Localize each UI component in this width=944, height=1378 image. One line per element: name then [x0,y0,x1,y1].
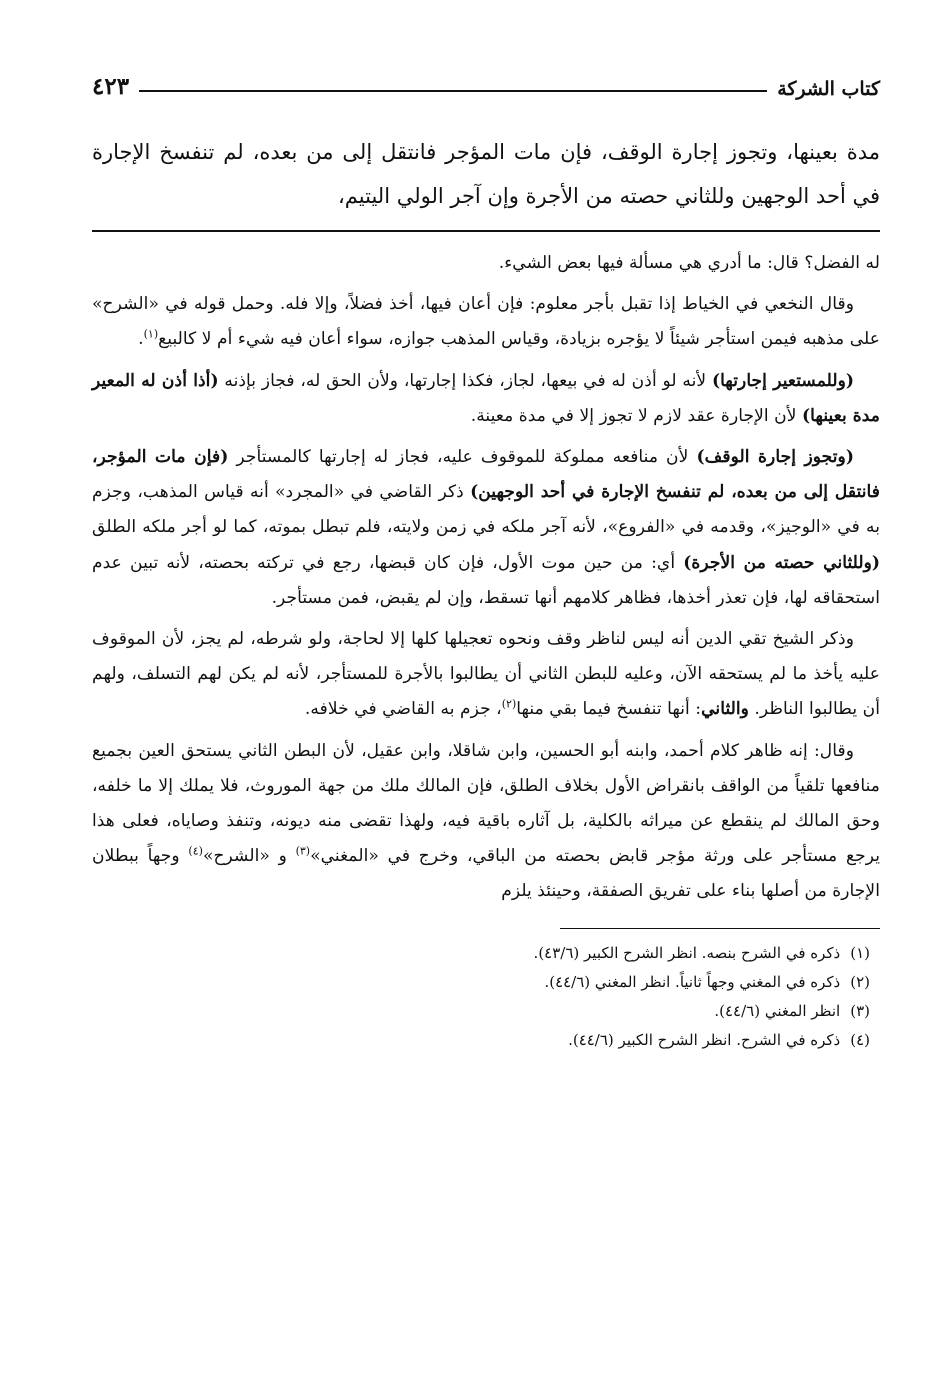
footnote-text: انظر المغني (٤٤/٦). [714,1001,841,1020]
quoted-matn: والثاني [701,699,749,720]
footnote-item [92,1026,880,1055]
page-number: ٤٢٣ [92,73,130,100]
footnote-text: ذكره في الشرح. انظر الشرح الكبير (٤٤/٦). [568,1030,841,1049]
quoted-matn: (وللمستعير إجارتها) [711,370,855,391]
footnote-divider [560,928,880,929]
commentary [92,246,880,910]
footnote-text: ذكره في الشرح بنصه. انظر الشرح الكبير (٤٣/٦). [533,943,841,962]
commentary-paragraph: وقال النخعي في الخياط إذا تقبل بأجر معلوم: فإن أعان فيها، أخذ فضلاً، وإلا فله. وحمل قوله في «الشرح» على مذهبه فيمن استأجر شيئاً لا يؤجره بزيادة، وقياس المذهب جوازه، سواء أعان فيه شيء أم لا كالبيع$^{(١)}$. [92,294,880,350]
matn-divider [92,230,880,232]
footnote-item [92,968,880,997]
book-page [92,60,880,1055]
quoted-matn: (وللثاني حصته من الأجرة) [683,552,881,573]
commentary-paragraph: (وللمستعير إجارتها) لأنه لو أذن له في بيعها، لجاز، فكذا إجارتها، ولأن الحق له، فجاز بإذنه (أذا أذن له المعير مدة بعينها) لأن الإجارة عقد لازم لا تجوز إلا في مدة معينة. [92,370,880,426]
footnote-number: (٢) [850,972,870,991]
matn-text: مدة بعينها، وتجوز إجارة الوقف، فإن مات المؤجر فانتقل إلى من بعده، لم تنفسخ الإجارة في أحد الوجهين وللثاني حصته من الأجرة وإن آجر الولي اليتيم، [92,140,880,208]
footnote-ref[interactable]: (١) [143,327,159,341]
commentary-paragraph: وذكر الشيخ تقي الدين أنه ليس لناظر وقف ونحوه تعجيلها كلها إلا لحاجة، ولو شرطه، لم يجز، لأن الموقوف عليه يأخذ ما لم يستحقه الآن، وعليه للبطن الثاني أن يطالبوا بالأجرة للمستأجر، لأنه لم يكن لهم التسلف، ولهم أن يطالبوا الناظر. والثاني: أنها تنفسخ فيما بقي منها$^{(٢)}$، جزم به القاضي في خلافه. [92,629,880,720]
footnote-ref[interactable]: (٢) [501,697,517,711]
commentary-paragraph: وقال: إنه ظاهر كلام أحمد، وابنه أبو الحسين، وابن شاقلا، وابن عقيل، لأن البطن الثاني يستحق العين بجميع منافعها تلقياً من الواقف بانقراض الأول بخلاف الطلق، فإن المالك ملك من جهة الموروث، فلا يملك إلا ما خلفه، وحق المالك لم ينقطع عن ميراثه بالكلية، بل آثاره باقية فيه، ولهذا تقضى منه ديونه، وتنفذ وصاياه، فعلى هذا يرجع مستأجر على ورثة مؤجر قابض بحصته من الباقي، وخرج في «المغني»$^{(٣)}$ و «الشرح»$^{(٤)}$ وجهاً ببطلان الإجارة من أصلها بناء على تفريق الصفقة، وحينئذ يلزم [92,740,880,902]
quoted-matn: (وتجوز إجارة الوقف) [696,447,854,468]
footnote-item [92,997,880,1026]
quoted-matn: (أذا أذن له المعير مدة بعينها) [92,370,880,426]
commentary-paragraph: (وتجوز إجارة الوقف) لأن منافعه مملوكة للموقوف عليه، فجاز له إجارتها كالمستأجر (فإن مات المؤجر، فانتقل إلى من بعده، لم تنفسخ الإجارة في أحد الوجهين) ذكر القاضي في «المجرد» أنه قياس المذهب، وجزم به في «الوجيز»، وقدمه في «الفروع»، لأنه آجر ملكه في زمن ولايته، فلم تبطل بموته، كما لو أجر ملكه الطلق (وللثاني حصته من الأجرة) أي: من حين موت الأول، فإن كان قبضها، رجع في تركته بحصته، لأنه تبين عدم استحقاقه لها، فإن تعذر أخذها، فظاهر كلامهم أنها تسقط، وإن لم يقبض، فمن مستأجر. [92,447,881,608]
footnote-item [92,939,880,968]
footnotes [92,939,880,1055]
footnote-ref[interactable]: (٤) [188,844,203,858]
footnote-text: ذكره في المغني وجهاً ثانياً. انظر المغني (٤٤/٦). [544,972,841,991]
footnote-number: (٣) [850,1001,870,1020]
chapter-title: كتاب الشركة [777,78,880,100]
footnote-number: (١) [850,943,870,962]
quoted-matn: (فإن مات المؤجر، فانتقل إلى من بعده، لم تنفسخ الإجارة في أحد الوجهين) [92,447,880,503]
footnote-number: (٤) [850,1030,870,1049]
footnote-ref[interactable]: (٣) [295,844,311,858]
page-header [92,60,880,100]
header-rule [139,90,767,92]
commentary-paragraph: له الفضل؟ قال: ما أدري هي مسألة فيها بعض الشيء. [498,253,880,273]
